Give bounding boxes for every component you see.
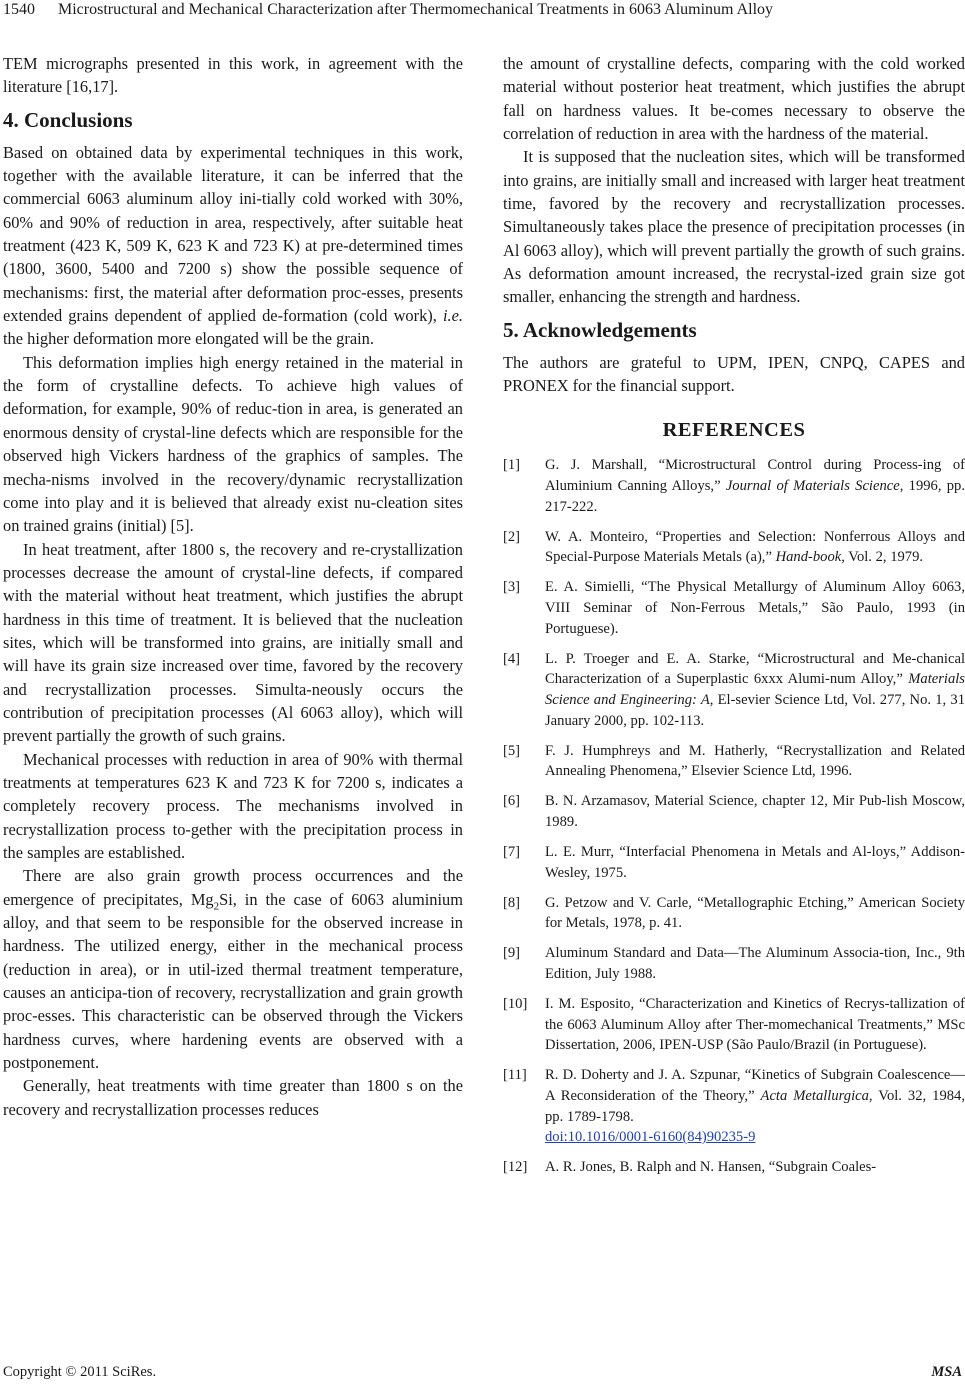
reference-text: I. M. Esposito, “Characterization and Kinetics of Recrys-tallization of the 6063 Aluminum Alloy after Ther-momechanical Treatments,” MSc Dissertation, 2006, IPEN-USP (São Paulo/Brazil (in Portuguese). <box>545 996 965 1054</box>
left-column <box>3 52 463 1121</box>
reference-number: [1] <box>503 457 521 474</box>
reference-item <box>503 527 965 568</box>
reference-item <box>503 1157 965 1178</box>
reference-text: R. D. Doherty and J. A. Szpunar, “Kinetics of Subgrain Coalescence—A Reconsideration of the Theory,” Acta Metallurgica, Vol. 32, 1984, pp. 1789-1798. doi:10.1016/0001-6160(84)90235-9 <box>545 1067 965 1146</box>
reference-item <box>503 943 965 984</box>
reference-text: L. P. Troeger and E. A. Starke, “Microstructural and Me-chanical Characterization of a Superplastic 6xxx Alumi-num Alloy,” Materials Science and Engineering: A, El-sevier Science Ltd, Vol. 277, No. 1, 31 January 2000, pp. 102-113. <box>545 650 965 729</box>
running-title: Microstructural and Mechanical Characterization after Thermomechanical Treatments in 6063 Aluminum Alloy <box>58 1 774 18</box>
reference-text: L. E. Murr, “Interfacial Phenomena in Metals and Al-loys,” Addison-Wesley, 1975. <box>545 843 965 881</box>
journal-abbrev: MSA <box>931 1364 962 1380</box>
conclusions-paragraph-5: There are also grain growth process occurrences and the emergence of precipitates, $Mg_2Si$, in the case of 6063 aluminium alloy, and that seem to be responsible for the observed increase in hardness. The utilized energy, either in the mechanical process (reduction in area), or in util-ized thermal treatment temperature, causes an anticipa-tion of recovery, recrystallization and grain growth proc-esses. This characteristic can be observed through the Vickers hardness curves, where hardening events are observed with a postponement. <box>3 866 463 1073</box>
reference-item <box>503 649 965 731</box>
reference-number: [8] <box>503 894 521 911</box>
conclusions-paragraph-2: This deformation implies high energy retained in the material in the form of crystalline defects. To achieve high values of deformation, for example, 90% of reduc-tion in area, is generated an enormous density of crystal-line defects which are responsible for the observed high Vickers hardness of the graphics of samples. The mecha-nisms involved in the recovery/dynamic recrystallization come into play and it is believed that already exist nu-cleation sites on trained grains (initial) [5]. <box>3 352 463 536</box>
reference-number: [5] <box>503 742 521 759</box>
reference-text: G. Petzow and V. Carle, “Metallographic Etching,” American Society for Metals, 1978, p. 41. <box>545 894 965 932</box>
reference-item <box>503 842 965 883</box>
reference-number: [4] <box>503 650 521 667</box>
page-footer <box>0 1363 965 1383</box>
reference-number: [9] <box>503 945 521 962</box>
reference-text: F. J. Humphreys and M. Hatherly, “Recrystallization and Related Annealing Phenomena,” Elsevier Science Ltd, 1996. <box>545 742 965 780</box>
reference-item <box>503 1065 965 1147</box>
continued-paragraph: the amount of crystalline defects, comparing with the cold worked material without posterior heat treatment, which justifies the abrupt fall on hardness values. It be-comes necessary to observe the correlation of reduction in area with the hardness of the material. <box>503 54 965 144</box>
reference-number: [2] <box>503 528 521 545</box>
conclusions-paragraph-6: Generally, heat treatments with time greater than 1800 s on the recovery and recrystallization processes reduces <box>3 1076 463 1119</box>
page-header <box>0 0 965 22</box>
reference-item <box>503 741 965 782</box>
reference-item <box>503 893 965 934</box>
reference-text: B. N. Arzamasov, Material Science, chapter 12, Mir Pub-lish Moscow, 1989. <box>545 793 965 830</box>
reference-text: E. A. Simielli, “The Physical Metallurgy of Aluminum Alloy 6063, VIII Seminar of Non-Ferrous Metals,” São Paulo, 1993 (in Portuguese). <box>545 579 965 637</box>
copyright-notice: Copyright © 2011 SciRes. <box>3 1364 157 1380</box>
reference-item <box>503 994 965 1056</box>
conclusions-paragraph-3: In heat treatment, after 1800 s, the recovery and re-crystallization processes decrease the amount of crystal-line defects, if compared with the material without heat treatment, which justifies the abrupt hardness in this time of treatment. It is believed that the nucleation sites, which will be transformed into grains, are initially small and will have its grain size increased over time, favored by the recovery and recrystallization processes. Simulta-neously occurs the contribution of precipitation processes (Al 6063 alloy), which will prevent partially the growth of such grains. <box>3 539 463 746</box>
reference-number: [3] <box>503 579 521 596</box>
doi-link[interactable]: doi:10.1016/0001-6160(84)90235-9 <box>545 1129 756 1146</box>
reference-number: [6] <box>503 793 521 810</box>
section-5-title: 5. Acknowledgements <box>503 317 697 342</box>
right-column <box>503 52 965 1187</box>
reference-number: [11] <box>503 1067 527 1084</box>
page-number: 1540 <box>3 1 35 18</box>
references-title: REFERENCES <box>662 419 806 442</box>
conclusions-paragraph-7: It is supposed that the nucleation sites, which will be transformed into grains, are initially small and increased with larger heat treatment time, favored by the recovery and recrystallization processes. Simultaneously takes place the presence of precipitation processes (in Al 6063 alloy), which will prevent partially the growth of such grains. As deformation amount increased, the recrystal-ized grain size got smaller, enhancing the strength and hardness. <box>503 147 965 307</box>
reference-list <box>503 455 965 1177</box>
reference-text: G. J. Marshall, “Microstructural Control during Process-ing of Aluminium Canning Alloys,” Journal of Materials Science, 1996, pp. 217-222. <box>545 457 965 515</box>
reference-text: W. A. Monteiro, “Properties and Selection: Nonferrous Alloys and Special-Purpose Materials Metals (a),” Hand-book, Vol. 2, 1979. <box>545 528 965 566</box>
acknowledgements-paragraph: The authors are grateful to UPM, IPEN, CNPQ, CAPES and PRONEX for the financial support. <box>503 352 965 396</box>
reference-text: Aluminum Standard and Data—The Aluminum Associa-tion, Inc., 9th Edition, July 1988. <box>545 945 965 982</box>
reference-number: [12] <box>503 1159 528 1176</box>
conclusions-paragraph-1: Based on obtained data by experimental techniques in this work, together with the available literature, it can be inferred that the commercial 6063 aluminum alloy ini-tially cold worked with 30%, 60% and 90% of reduction in area, respectively, after suitable heat treatment (423 K, 509 K, 623 K and 723 K) at pre-determined times (1800, 3600, 5400 and 7200 s) show the possible sequence of mechanisms: first, the material after deformation proc-esses, presents extended grains dependent of applied de-formation (cold work), i.e. the higher deformation more elongated will be the grain. <box>3 142 463 349</box>
reference-item <box>503 455 965 517</box>
reference-item <box>503 577 965 639</box>
reference-number: [7] <box>503 843 521 860</box>
intro-paragraph: TEM micrographs presented in this work, in agreement with the literature [16,17]. <box>3 54 463 97</box>
section-4-title: 4. Conclusions <box>3 107 133 132</box>
reference-number: [10] <box>503 996 528 1013</box>
conclusions-paragraph-4: Mechanical processes with reduction in area of 90% with thermal treatments at temperatures 623 K and 723 K for 7200 s, indicates a completely recovery process. The mechanisms involved in recrystallization process to-gether with the precipitation process in the samples are established. <box>3 749 463 862</box>
reference-text: A. R. Jones, B. Ralph and N. Hansen, “Subgrain Coales- <box>545 1159 877 1176</box>
reference-item <box>503 791 965 832</box>
ie-italic: i.e. <box>442 306 463 326</box>
